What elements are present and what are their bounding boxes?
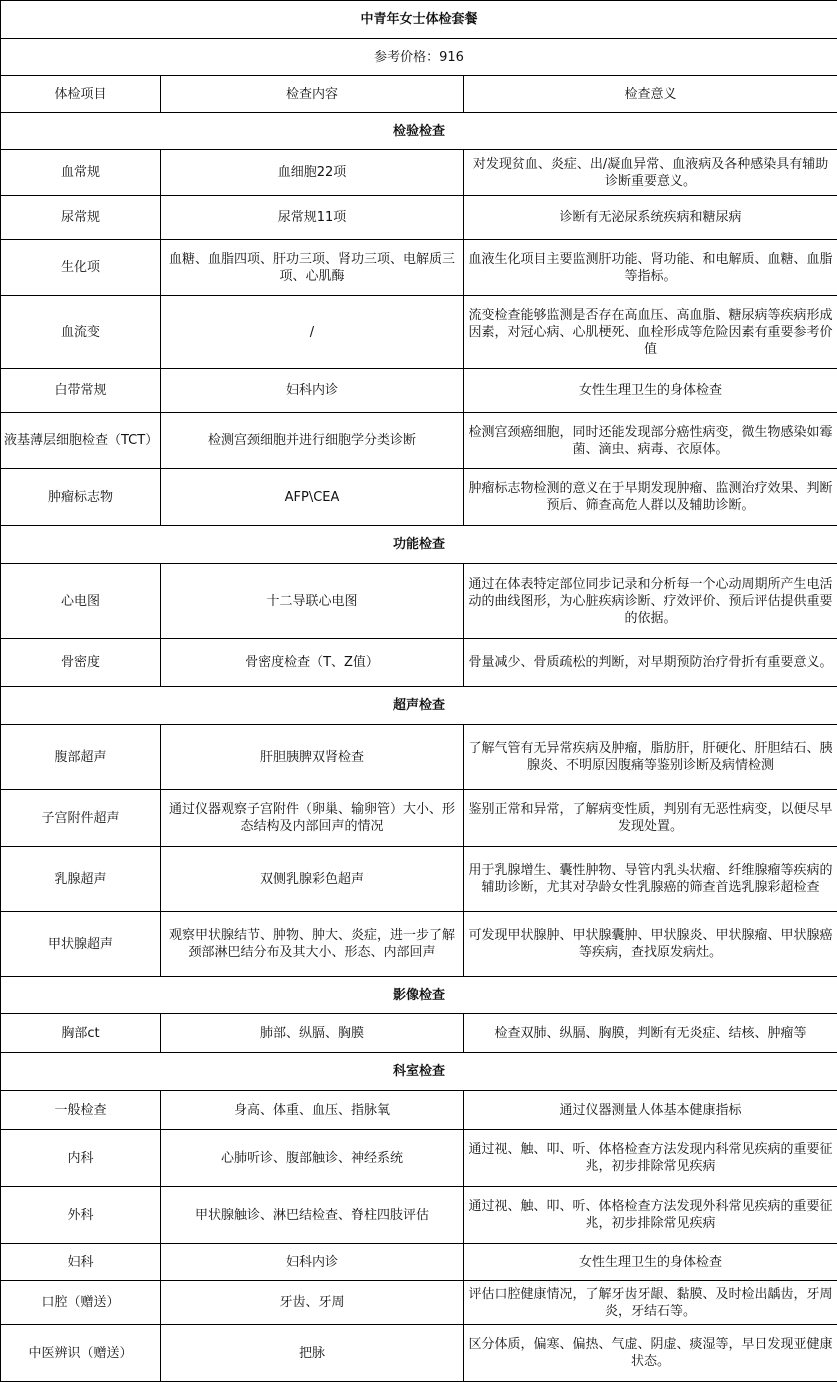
exam-content: 检测宫颈细胞并进行细胞学分类诊断: [161, 413, 464, 469]
section-title: 超声检查: [1, 687, 837, 725]
exam-item: 内科: [1, 1130, 161, 1187]
exam-content: /: [161, 296, 464, 369]
exam-row: [1, 196, 837, 240]
exam-meaning: 可发现甲状腺肿、甲状腺囊肿、甲状腺炎、甲状腺瘤、甲状腺癌等疾病，查找原发病灶。: [464, 912, 837, 977]
exam-item: 尿常规: [1, 196, 161, 240]
exam-meaning: 诊断有无泌尿系统疾病和糖尿病: [464, 196, 837, 240]
header-item: 体检项目: [1, 76, 161, 113]
exam-content: 心肺听诊、腹部触诊、神经系统: [161, 1130, 464, 1187]
exam-row: [1, 1187, 837, 1244]
section-row: [1, 526, 837, 564]
exam-content: 肺部、纵膈、胸膜: [161, 1014, 464, 1053]
exam-item: 胸部ct: [1, 1014, 161, 1053]
section-title: 科室检查: [1, 1053, 837, 1091]
header-meaning: 检查意义: [464, 76, 837, 113]
exam-row: [1, 790, 837, 847]
exam-row: [1, 639, 837, 687]
exam-row: [1, 912, 837, 977]
exam-row: [1, 1325, 837, 1382]
exam-meaning: 骨量减少、骨质疏松的判断，对早期预防治疗骨折有重要意义。: [464, 639, 837, 687]
exam-row: [1, 1244, 837, 1281]
exam-row: [1, 847, 837, 912]
exam-meaning: 女性生理卫生的身体检查: [464, 1244, 837, 1281]
exam-item: 外科: [1, 1187, 161, 1244]
section-row: [1, 977, 837, 1014]
exam-meaning: 血液生化项目主要监测肝功能、肾功能、和电解质、血糖、血脂等指标。: [464, 240, 837, 296]
section-row: [1, 687, 837, 725]
exam-meaning: 流变检查能够监测是否存在高血压、高血脂、糖尿病等疾病形成因素，对冠心病、心肌梗死、血栓形成等危险因素有重要参考价值: [464, 296, 837, 369]
exam-row: [1, 1091, 837, 1130]
exam-content: 骨密度检查（T、Z值）: [161, 639, 464, 687]
exam-row: [1, 1281, 837, 1325]
exam-meaning: 了解气管有无异常疾病及肿瘤，脂肪肝，肝硬化、肝胆结石、胰腺炎、不明原因腹痛等鉴别诊断及病情检测: [464, 725, 837, 790]
exam-meaning: 通过在体表特定部位同步记录和分析每一个心动周期所产生电活动的曲线图形，为心脏疾病诊断、疗效评价、预后评估提供重要的依据。: [464, 564, 837, 639]
exam-item: 液基薄层细胞检查（TCT）: [1, 413, 161, 469]
exam-content: AFP\CEA: [161, 469, 464, 526]
exam-row: [1, 564, 837, 639]
exam-item: 肿瘤标志物: [1, 469, 161, 526]
exam-meaning: 通过视、触、叩、听、体格检查方法发现内科常见疾病的重要征兆，初步排除常见疾病: [464, 1130, 837, 1187]
exam-row: [1, 413, 837, 469]
exam-item: 妇科: [1, 1244, 161, 1281]
exam-meaning: 检查双肺、纵膈、胸膜，判断有无炎症、结核、肿瘤等: [464, 1014, 837, 1053]
exam-meaning: 对发现贫血、炎症、出/凝血异常、血液病及各种感染具有辅助诊断重要意义。: [464, 150, 837, 196]
exam-item: 中医辨识（赠送）: [1, 1325, 161, 1382]
exam-content: 尿常规11项: [161, 196, 464, 240]
exam-content: 牙齿、牙周: [161, 1281, 464, 1325]
section-title: 功能检查: [1, 526, 837, 564]
exam-meaning: 用于乳腺增生、囊性肿物、导管内乳头状瘤、纤维腺瘤等疾病的辅助诊断，尤其对孕龄女性乳腺癌的筛查首选乳腺彩超检查: [464, 847, 837, 912]
exam-content: 妇科内诊: [161, 1244, 464, 1281]
exam-item: 腹部超声: [1, 725, 161, 790]
exam-meaning: 鉴别正常和异常，了解病变性质，判别有无恶性病变，以便尽早发现处置。: [464, 790, 837, 847]
exam-item: 骨密度: [1, 639, 161, 687]
exam-item: 心电图: [1, 564, 161, 639]
exam-item: 乳腺超声: [1, 847, 161, 912]
package-table-body: [1, 1, 837, 1382]
exam-content: 把脉: [161, 1325, 464, 1382]
exam-row: [1, 150, 837, 196]
exam-item: 白带常规: [1, 369, 161, 413]
exam-meaning: 女性生理卫生的身体检查: [464, 369, 837, 413]
reference-price: 参考价格：916: [1, 39, 837, 76]
exam-item: 血流变: [1, 296, 161, 369]
exam-row: [1, 1130, 837, 1187]
exam-content: 身高、体重、血压、指脉氧: [161, 1091, 464, 1130]
section-row: [1, 1053, 837, 1091]
exam-row: [1, 240, 837, 296]
exam-row: [1, 369, 837, 413]
exam-item: 口腔（赠送）: [1, 1281, 161, 1325]
package-title: 中青年女士体检套餐: [1, 1, 837, 39]
exam-item: 生化项: [1, 240, 161, 296]
header-row: [1, 76, 837, 113]
section-row: [1, 113, 837, 150]
exam-meaning: 肿瘤标志物检测的意义在于早期发现肿瘤、监测治疗效果、判断预后、筛查高危人群以及辅助诊断。: [464, 469, 837, 526]
section-title: 影像检查: [1, 977, 837, 1014]
exam-content: 血细胞22项: [161, 150, 464, 196]
exam-meaning: 区分体质，偏寒、偏热、气虚、阴虚、痰湿等，早日发现亚健康状态。: [464, 1325, 837, 1382]
exam-meaning: 检测宫颈癌细胞，同时还能发现部分癌性病变，微生物感染如霉菌、滴虫、病毒、衣原体。: [464, 413, 837, 469]
exam-content: 通过仪器观察子宫附件（卵巢、输卵管）大小、形态结构及内部回声的情况: [161, 790, 464, 847]
exam-content: 十二导联心电图: [161, 564, 464, 639]
exam-content: 血糖、血脂四项、肝功三项、肾功三项、电解质三项、心肌酶: [161, 240, 464, 296]
exam-content: 双侧乳腺彩色超声: [161, 847, 464, 912]
exam-item: 甲状腺超声: [1, 912, 161, 977]
exam-content: 肝胆胰脾双肾检查: [161, 725, 464, 790]
exam-content: 甲状腺触诊、淋巴结检查、脊柱四肢评估: [161, 1187, 464, 1244]
exam-item: 血常规: [1, 150, 161, 196]
exam-row: [1, 725, 837, 790]
title-row: [1, 1, 837, 39]
price-row: [1, 39, 837, 76]
exam-row: [1, 469, 837, 526]
exam-row: [1, 1014, 837, 1053]
exam-row: [1, 296, 837, 369]
exam-meaning: 评估口腔健康情况，了解牙齿牙龈、黏膜、及时检出龋齿，牙周炎，牙结石等。: [464, 1281, 837, 1325]
header-content: 检查内容: [161, 76, 464, 113]
exam-content: 妇科内诊: [161, 369, 464, 413]
section-title: 检验检查: [1, 113, 837, 150]
exam-meaning: 通过视、触、叩、听、体格检查方法发现外科常见疾病的重要征兆，初步排除常见疾病: [464, 1187, 837, 1244]
exam-content: 观察甲状腺结节、肿物、肿大、炎症，进一步了解颈部淋巴结分布及其大小、形态、内部回声: [161, 912, 464, 977]
exam-item: 子宫附件超声: [1, 790, 161, 847]
exam-meaning: 通过仪器测量人体基本健康指标: [464, 1091, 837, 1130]
exam-item: 一般检查: [1, 1091, 161, 1130]
